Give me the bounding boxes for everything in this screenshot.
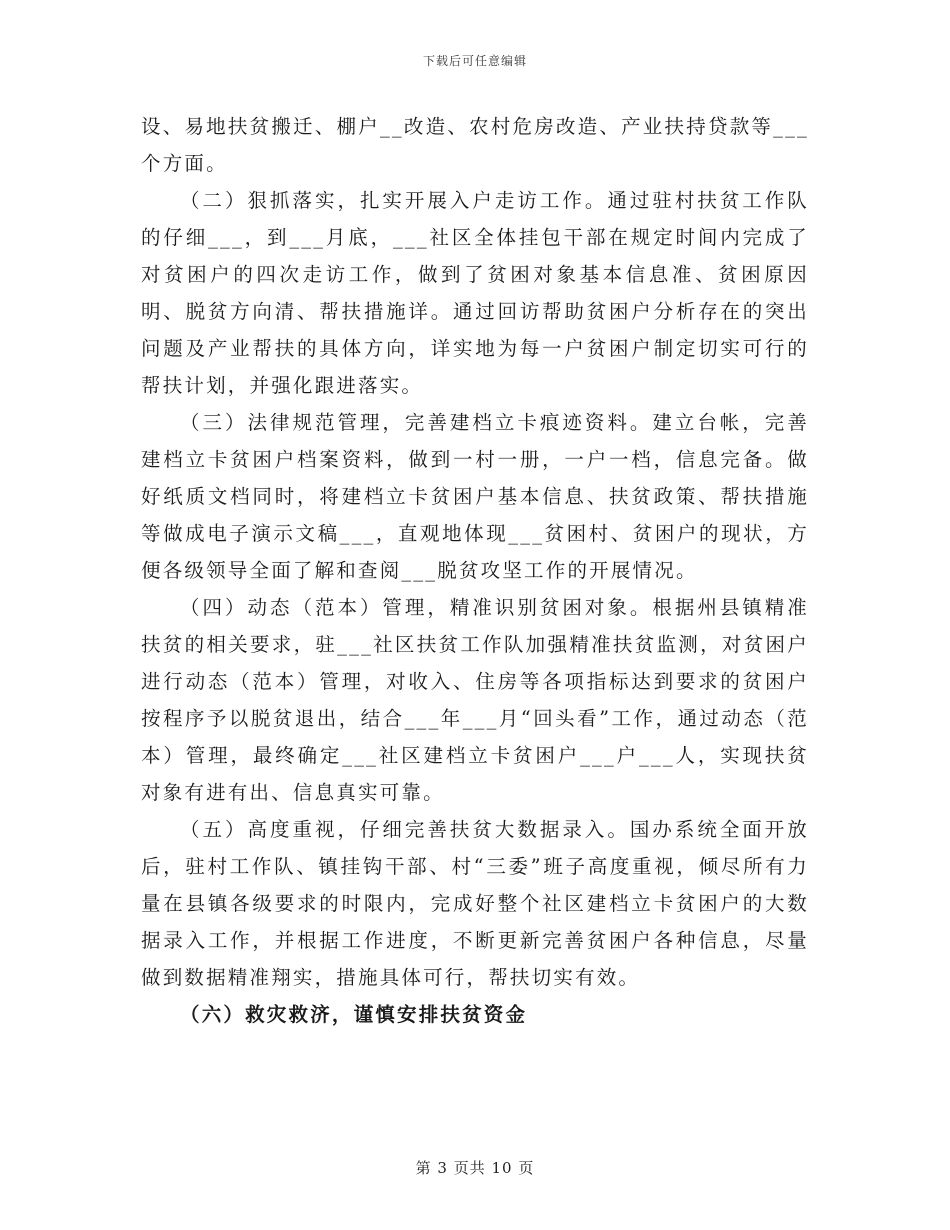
paragraph-continued: 设、易地扶贫搬迁、棚户__改造、农村危房改造、产业扶持贷款等___个方面。	[141, 115, 809, 175]
document-body	[141, 108, 809, 1033]
section-heading-6: （六）救灾救济，谨慎安排扶贫资金	[180, 1003, 528, 1026]
page-number: 第 3 页共 10 页	[415, 1159, 535, 1177]
page-header: 下载后可任意编辑	[422, 54, 527, 68]
paragraph-section-2: （二）狠抓落实，扎实开展入户走访工作。通过驻村扶贫工作队的仔细___，到___月底，___社区全体挂包干部在规定时间内完成了对贫困户的四次走访工作，做到了贫困对象基本信息准、贫困原因明、脱贫方向清、帮扶措施详。通过回访帮助贫困户分析存在的突出问题及产业帮扶的具体方向，详实地为每一户贫困户制定切实可行的帮扶计划，并强化跟进落实。	[141, 189, 809, 397]
paragraph-section-3: （三）法律规范管理，完善建档立卡痕迹资料。建立台帐，完善建档立卡贫困户档案资料，做到一村一册，一户一档，信息完备。做好纸质文档同时，将建档立卡贫困户基本信息、扶贫政策、帮扶措施等做成电子演示文稿___，直观地体现___贫困村、贫困户的现状，方便各级领导全面了解和查阅___脱贫攻坚工作的开展情况。	[141, 411, 809, 582]
paragraph-section-4: （四）动态（范本）管理，精准识别贫困对象。根据州县镇精准扶贫的相关要求，驻___社区扶贫工作队加强精准扶贫监测，对贫困户进行动态（范本）管理，对收入、住房等各项指标达到要求的贫困户按程序予以脱贫退出，结合___年___月“回头看”工作，通过动态（范本）管理，最终确定___社区建档立卡贫困户___户___人，实现扶贫对象有进有出、信息真实可靠。	[141, 596, 809, 804]
paragraph-section-5: （五）高度重视，仔细完善扶贫大数据录入。国办系统全面开放后，驻村工作队、镇挂钩干部、村“三委”班子高度重视，倾尽所有力量在县镇各级要求的时限内，完成好整个社区建档立卡贫困户的大数据录入工作，并根据工作进度，不断更新完善贫困户各种信息，尽量做到数据精准翔实，措施具体可行，帮扶切实有效。	[141, 818, 809, 989]
